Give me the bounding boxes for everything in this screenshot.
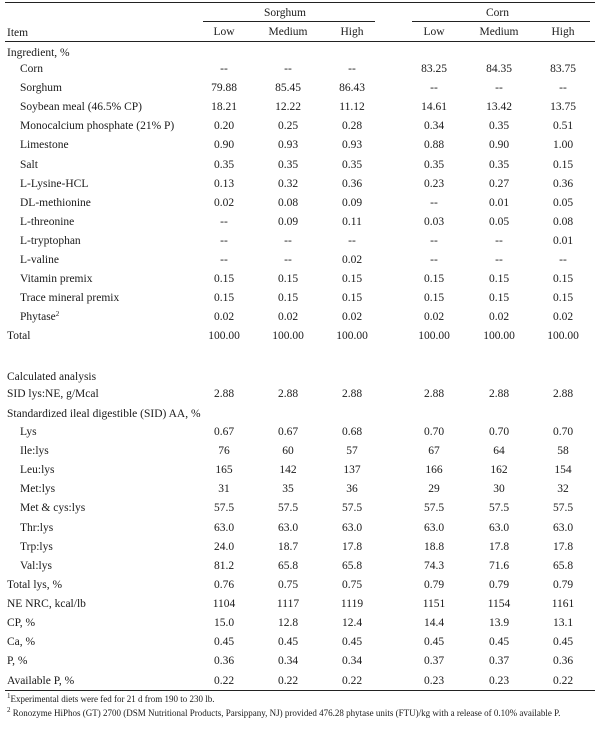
cell: 85.45 [275, 82, 301, 95]
row-label-text: CP, % [7, 617, 36, 630]
cell: 0.09 [277, 215, 299, 228]
cell: 0.35 [277, 158, 299, 171]
aa-row [0, 558, 600, 577]
cell: -- [495, 82, 503, 95]
analysis-row [0, 596, 600, 615]
cell: 58 [557, 445, 569, 458]
level-header: High [340, 26, 364, 38]
bottom-rule [5, 690, 595, 691]
aa-row [0, 443, 600, 462]
row-label [20, 292, 119, 304]
row-label [20, 235, 81, 247]
cell: 0.67 [213, 426, 235, 438]
cell: 0.93 [277, 139, 299, 152]
cell: 142 [279, 464, 297, 477]
cell: 12.8 [277, 617, 299, 630]
footnote-text: Experimental diets were fed for 21 d from 190 to 230 lb. [10, 694, 215, 704]
cell: 12.22 [275, 101, 301, 114]
row-label [7, 655, 27, 667]
cell: 0.15 [213, 292, 235, 305]
cell: 154 [554, 464, 572, 477]
cell: 0.20 [213, 120, 235, 133]
cell: 0.36 [552, 177, 574, 190]
cell: 81.2 [213, 559, 235, 572]
row-label-text: Met:lys [20, 483, 56, 496]
ingredient-row [0, 195, 600, 214]
cell: 36 [346, 483, 358, 496]
cell: 0.88 [423, 139, 445, 152]
row-label-text: L-tryptophan [20, 234, 81, 247]
cell: 0.01 [488, 196, 510, 209]
cell: 17.8 [341, 540, 363, 553]
footnote-2 [7, 708, 595, 719]
cell: -- [495, 234, 503, 247]
cell: 17.8 [488, 540, 510, 553]
row-label-text: Ca, % [7, 636, 36, 649]
cell: 17.8 [552, 540, 574, 553]
cell: -- [348, 63, 356, 75]
cell: 100.00 [418, 330, 450, 342]
cell: 14.4 [423, 617, 445, 630]
cell: 13.9 [488, 617, 510, 630]
cell: 0.08 [552, 215, 574, 228]
cell: 63.0 [423, 521, 445, 534]
row-label [7, 579, 62, 591]
cell: 18.7 [277, 540, 299, 553]
footnote-ref: 2 [55, 310, 60, 319]
cell: 67 [428, 445, 440, 458]
cell: 74.3 [423, 559, 445, 572]
group-header-corn: Corn [486, 7, 509, 19]
row-label-text: Met & cys:lys [20, 502, 86, 515]
cell: 65.8 [552, 559, 574, 572]
cell: 32 [557, 483, 569, 496]
cell: -- [220, 234, 228, 247]
cell: 18.8 [423, 540, 445, 553]
row-label-text: Corn [20, 63, 43, 75]
cell: 0.37 [423, 655, 445, 668]
row-label [20, 178, 88, 190]
row-label-text: Total lys, % [7, 579, 63, 591]
cell: 0.05 [488, 215, 510, 228]
ingredient-row [0, 80, 600, 99]
row-label [20, 445, 49, 457]
cell: 100.00 [547, 330, 579, 342]
row-label-text: Trace mineral premix [20, 292, 120, 305]
sid-lys-ne-row [0, 386, 600, 405]
cell: 2.88 [552, 388, 574, 400]
cell: 137 [343, 464, 361, 477]
cell: 65.8 [341, 559, 363, 572]
ingredient-row [0, 271, 600, 290]
cell: 0.22 [341, 674, 363, 687]
cell: 0.32 [277, 177, 299, 190]
cell: 0.22 [213, 674, 235, 687]
row-label [20, 101, 142, 113]
cell: 100.00 [336, 330, 368, 342]
row-label-text: Vitamin premix [20, 273, 93, 286]
cell: 1151 [422, 598, 446, 611]
ingredient-row [0, 309, 600, 328]
cell: 0.28 [341, 120, 363, 133]
footnote-1 [7, 694, 595, 705]
cell: 2.88 [423, 388, 445, 400]
cell: 76 [218, 445, 230, 458]
cell: 0.05 [552, 196, 574, 209]
cell: 0.45 [552, 636, 574, 649]
cell: 0.09 [341, 196, 363, 209]
cell: 0.15 [277, 292, 299, 305]
cell: 1117 [276, 598, 300, 611]
cell: 0.51 [552, 120, 574, 133]
cell: 0.70 [488, 426, 510, 438]
cell: 166 [425, 464, 443, 477]
cell: 13.1 [552, 617, 574, 630]
cell: 0.45 [341, 636, 363, 649]
analysis-row [0, 653, 600, 672]
cell: 11.12 [339, 101, 365, 114]
cell: 0.70 [552, 426, 574, 438]
cell: 65.8 [277, 559, 299, 572]
cell: -- [495, 254, 503, 266]
aa-row [0, 520, 600, 539]
row-label-text: L-threonine [20, 215, 75, 228]
cell: 0.36 [213, 655, 235, 668]
cell: 1154 [487, 598, 511, 611]
cell: 57.5 [552, 502, 574, 515]
cell: 100.00 [272, 330, 304, 342]
top-rule [5, 2, 595, 3]
cell: -- [430, 82, 438, 95]
cell: 0.11 [342, 215, 362, 228]
cell: -- [220, 63, 228, 75]
row-label-text: NE NRC, kcal/lb [7, 598, 86, 611]
cell: 63.0 [213, 521, 235, 534]
cell: 63.0 [277, 521, 299, 534]
cell: -- [284, 254, 292, 266]
ingredient-row [0, 61, 600, 80]
cell: 0.36 [552, 655, 574, 668]
cell: 0.02 [213, 196, 235, 209]
cell: -- [559, 82, 567, 95]
cell: 0.70 [423, 426, 445, 438]
cell: 165 [215, 464, 233, 477]
cell: 0.35 [213, 158, 235, 171]
cell: 0.45 [213, 636, 235, 649]
cell: 0.79 [552, 579, 574, 591]
cell: 60 [282, 445, 294, 458]
cell: 0.15 [423, 273, 445, 286]
row-label-text: Thr:lys [20, 521, 54, 534]
row-label [20, 216, 74, 228]
cell: 0.34 [423, 120, 445, 133]
cell: -- [430, 196, 438, 209]
row-label-text: Sorghum [20, 82, 62, 95]
cell: -- [284, 63, 292, 75]
row-label-text: L-Lysine-HCL [20, 177, 89, 190]
cell: 0.75 [341, 579, 363, 591]
cell: 0.25 [277, 120, 299, 133]
row-label [20, 159, 38, 171]
level-header: High [551, 26, 575, 38]
cell: 57.5 [488, 502, 510, 515]
row-label-text: Lys [20, 426, 37, 438]
cell: 86.43 [339, 82, 365, 95]
cell: 83.75 [550, 63, 576, 75]
analysis-row [0, 577, 600, 596]
cell: 0.45 [488, 636, 510, 649]
cell: 13.75 [550, 101, 576, 114]
cell: 0.22 [552, 674, 574, 687]
cell: 0.15 [552, 292, 574, 305]
section-sid-aa: Standardized ileal digestible (SID) AA, % [7, 408, 201, 420]
footnote-text: Ronozyme HiPhos (GT) 2700 (DSM Nutritional Products, Parsippany, NJ) provided 476.28 phytase units (FTU)/kg with a release of 0.10% available P. [10, 708, 561, 718]
row-label [20, 483, 55, 495]
cell: 0.68 [341, 426, 363, 438]
aa-row [0, 539, 600, 558]
row-label [20, 541, 53, 553]
row-label-text: Monocalcium phosphate (21% P) [20, 120, 175, 133]
cell: 0.23 [423, 674, 445, 687]
section-calculated: Calculated analysis [7, 371, 97, 383]
aa-row [0, 500, 600, 519]
row-label [20, 139, 69, 151]
row-label-text: Limestone [20, 139, 69, 152]
cell: 0.03 [423, 215, 445, 228]
row-label [7, 598, 86, 610]
cell: 0.45 [277, 636, 299, 649]
cell: 162 [490, 464, 508, 477]
ingredient-row [0, 252, 600, 271]
cell: 12.4 [341, 617, 363, 630]
cell: 0.27 [488, 177, 510, 190]
cell: 0.15 [552, 158, 574, 171]
row-label [20, 522, 53, 534]
cell: 0.23 [488, 674, 510, 687]
cell: 13.42 [486, 101, 512, 114]
cell: 0.34 [341, 655, 363, 668]
cell: 0.75 [277, 579, 299, 591]
row-label-text: DL-methionine [20, 196, 91, 209]
cell: 35 [282, 483, 294, 496]
row-label-text: Salt [20, 158, 38, 171]
cell: 0.15 [423, 292, 445, 305]
cell: -- [430, 234, 438, 247]
cell: 0.93 [341, 139, 363, 152]
cell: 0.02 [277, 311, 299, 324]
cell: -- [559, 254, 567, 266]
cell: 63.0 [552, 521, 574, 534]
footnote-marker: 1 [7, 692, 11, 700]
cell: 2.88 [488, 388, 510, 400]
row-label [20, 273, 92, 285]
row-label: SID lys:NE, g/Mcal [7, 388, 99, 400]
ingredient-row [0, 137, 600, 156]
cell: 64 [493, 445, 505, 458]
cell: 0.15 [552, 273, 574, 286]
cell: 0.35 [341, 158, 363, 171]
row-label [20, 560, 52, 572]
row-label [20, 464, 55, 476]
row-label [20, 82, 62, 94]
cell: 0.02 [552, 311, 574, 324]
cell: 100.00 [483, 330, 515, 342]
ingredient-row [0, 214, 600, 233]
cell: 0.22 [277, 674, 299, 687]
cell: 0.90 [213, 139, 235, 152]
cell: -- [430, 254, 438, 266]
row-label [20, 426, 37, 438]
cell: 1.00 [552, 139, 574, 152]
cell: 0.15 [488, 292, 510, 305]
level-header: Low [423, 26, 445, 38]
cell: 57.5 [213, 502, 235, 515]
cell: 30 [493, 483, 505, 496]
row-label [20, 254, 59, 266]
cell: 0.79 [488, 579, 510, 591]
cell: 0.15 [277, 273, 299, 286]
row-label-text: Leu:lys [20, 464, 55, 477]
cell: 0.15 [488, 273, 510, 286]
cell: 2.88 [213, 388, 235, 400]
cell: 63.0 [488, 521, 510, 534]
cell: 79.88 [211, 82, 237, 95]
footnote-marker: 2 [7, 706, 11, 714]
analysis-row [0, 615, 600, 634]
cell: 24.0 [213, 540, 235, 553]
aa-row [0, 462, 600, 481]
cell: 0.76 [213, 579, 235, 591]
group-header-sorghum: Sorghum [264, 7, 306, 19]
row-label-text: Val:lys [20, 559, 52, 572]
ingredient-row [0, 157, 600, 176]
cell: -- [284, 234, 292, 247]
group-rule-sorghum [203, 21, 375, 22]
ingredient-row [0, 290, 600, 309]
row-label-text: Soybean meal (46.5% CP) [20, 101, 143, 114]
cell: 0.35 [488, 158, 510, 171]
section-ingredient: Ingredient, % [7, 47, 70, 59]
ingredient-row [0, 99, 600, 118]
cell: 0.35 [488, 120, 510, 133]
row-label-text: Phytase [20, 311, 56, 324]
cell: 1161 [551, 598, 575, 611]
row-label [20, 197, 91, 209]
cell: 0.79 [423, 579, 445, 591]
row-label: Total [7, 330, 31, 342]
cell: 0.02 [488, 311, 510, 324]
cell: 2.88 [277, 388, 299, 400]
cell: 0.13 [213, 177, 235, 190]
ingredient-row [0, 233, 600, 252]
level-header: Medium [479, 26, 519, 38]
row-label-text: Ile:lys [20, 445, 49, 458]
cell: 57.5 [277, 502, 299, 515]
level-header: Medium [268, 26, 308, 38]
ingredient-row [0, 176, 600, 195]
row-label [7, 617, 35, 629]
header-rule [5, 41, 595, 42]
cell: 63.0 [341, 521, 363, 534]
cell: 31 [218, 483, 230, 496]
cell: -- [348, 234, 356, 247]
aa-row [0, 424, 600, 443]
ingredient-row [0, 118, 600, 137]
item-column-header: Item [7, 27, 29, 39]
analysis-row [0, 673, 600, 692]
row-label-text: L-valine [20, 254, 59, 266]
cell: 14.61 [421, 101, 447, 114]
row-label [20, 502, 85, 514]
cell: 0.01 [552, 234, 574, 247]
cell: -- [220, 254, 228, 266]
cell: 84.35 [486, 63, 512, 75]
cell: 0.34 [277, 655, 299, 668]
row-label [20, 311, 59, 323]
cell: 100.00 [208, 330, 240, 342]
cell: 0.15 [341, 273, 363, 286]
cell: 0.67 [277, 426, 299, 438]
cell: 2.88 [341, 388, 363, 400]
analysis-row [0, 634, 600, 653]
row-label [7, 675, 74, 687]
cell: 1119 [340, 598, 364, 611]
cell: 0.37 [488, 655, 510, 668]
cell: 29 [428, 483, 440, 496]
cell: -- [220, 215, 228, 228]
cell: 0.02 [341, 311, 363, 324]
cell: 57 [346, 445, 358, 458]
row-label [20, 120, 174, 132]
group-rule-corn [412, 21, 590, 22]
cell: 0.45 [423, 636, 445, 649]
cell: 18.21 [211, 101, 237, 114]
cell: 0.90 [488, 139, 510, 152]
cell: 0.02 [423, 311, 445, 324]
cell: 71.6 [488, 559, 510, 572]
cell: 0.36 [341, 177, 363, 190]
cell: 57.5 [341, 502, 363, 515]
row-label [20, 63, 43, 75]
cell: 0.23 [423, 177, 445, 190]
total-row [0, 328, 600, 347]
cell: 1104 [212, 598, 236, 611]
cell: 57.5 [423, 502, 445, 515]
row-label-text: P, % [7, 655, 28, 668]
cell: 15.0 [213, 617, 235, 630]
cell: 0.15 [213, 273, 235, 286]
row-label-text: Available P, % [7, 674, 75, 687]
cell: 0.02 [213, 311, 235, 324]
cell: 0.35 [423, 158, 445, 171]
row-label-text: Trp:lys [20, 540, 53, 553]
row-label [7, 636, 35, 648]
cell: 0.15 [341, 292, 363, 305]
level-header: Low [213, 26, 235, 38]
cell: 0.08 [277, 196, 299, 209]
cell: 83.25 [421, 63, 447, 75]
aa-row [0, 481, 600, 500]
cell: 0.02 [341, 254, 363, 266]
